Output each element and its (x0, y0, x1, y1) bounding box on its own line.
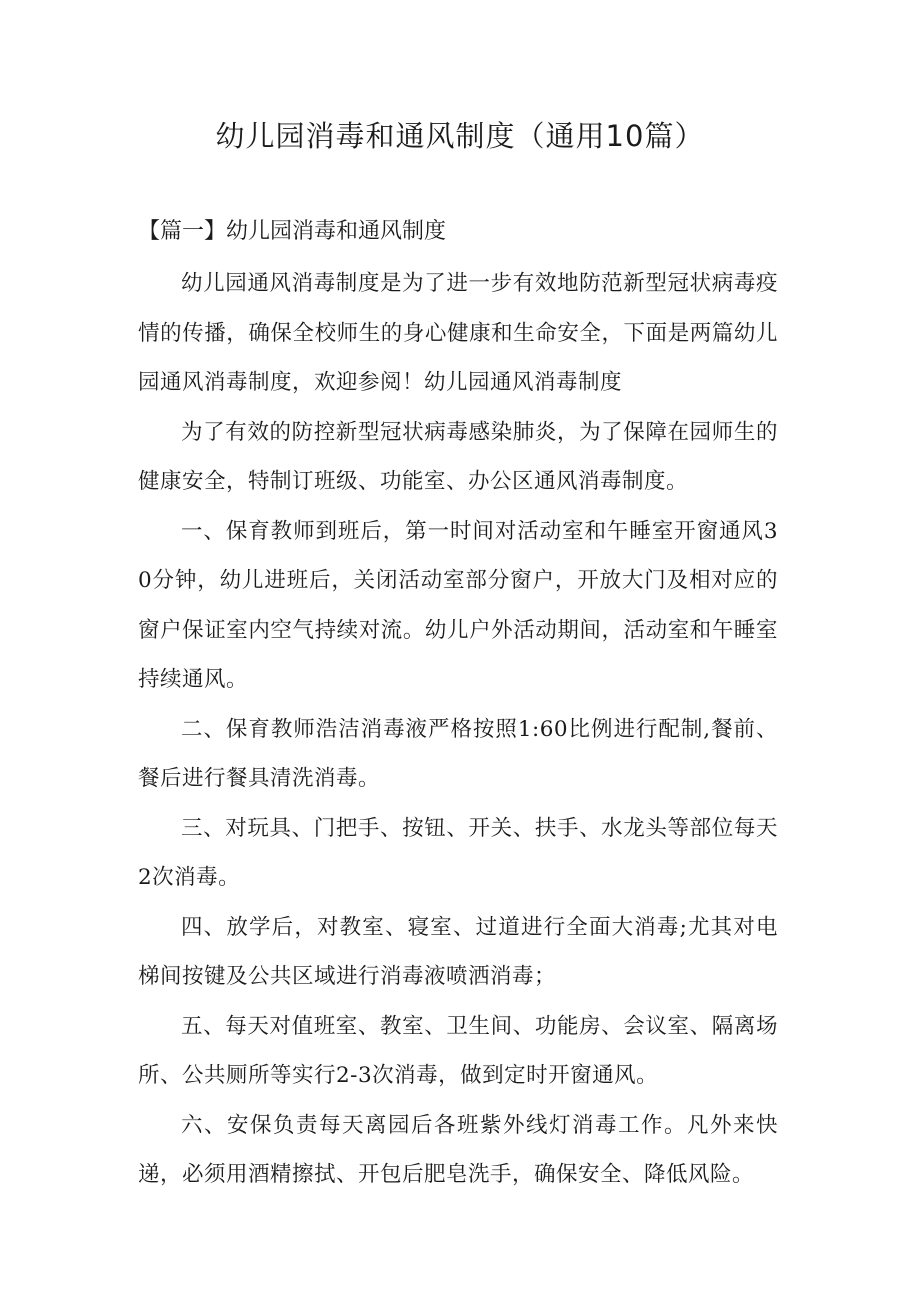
paragraph-rule-3: 三、对玩具、门把手、按钮、开关、扶手、水龙头等部位每天2次消毒。 (138, 815, 778, 890)
document-title: 幼儿园消毒和通风制度（通用10篇） (215, 119, 705, 153)
paragraph-rule-5: 五、每天对值班室、教室、卫生间、功能房、会议室、隔离场所、公共厕所等实行2-3次消毒，做到定时开窗通风。 (138, 1013, 778, 1088)
section-heading: 【篇一】幼儿园消毒和通风制度 (138, 219, 447, 244)
paragraph-rule-1: 一、保育教师到班后，第一时间对活动室和午睡室开窗通风30分钟，幼儿进班后，关闭活动室部分窗户，开放大门及相对应的窗户保证室内空气持续对流。幼儿户外活动期间，活动室和午睡室持续通风。 (138, 518, 778, 692)
paragraph-purpose: 为了有效的防控新型冠状病毒感染肺炎，为了保障在园师生的健康安全，特制订班级、功能室、办公区通风消毒制度。 (138, 419, 778, 494)
paragraph-intro: 幼儿园通风消毒制度是为了进一步有效地防范新型冠状病毒疫情的传播，确保全校师生的身心健康和生命安全，下面是两篇幼儿园通风消毒制度，欢迎参阅！幼儿园通风消毒制度 (138, 271, 778, 395)
paragraph-rule-6: 六、安保负责每天离园后各班紫外线灯消毒工作。凡外来快递，必须用酒精擦拭、开包后肥皂洗手，确保安全、降低风险。 (138, 1112, 778, 1187)
document-body (138, 259, 778, 1200)
paragraph-rule-4: 四、放学后，对教室、寝室、过道进行全面大消毒;尤其对电梯间按键及公共区域进行消毒液喷洒消毒； (138, 914, 778, 989)
paragraph-rule-2: 二、保育教师浩洁消毒液严格按照1:60比例进行配制,餐前、餐后进行餐具清洗消毒。 (138, 716, 778, 791)
